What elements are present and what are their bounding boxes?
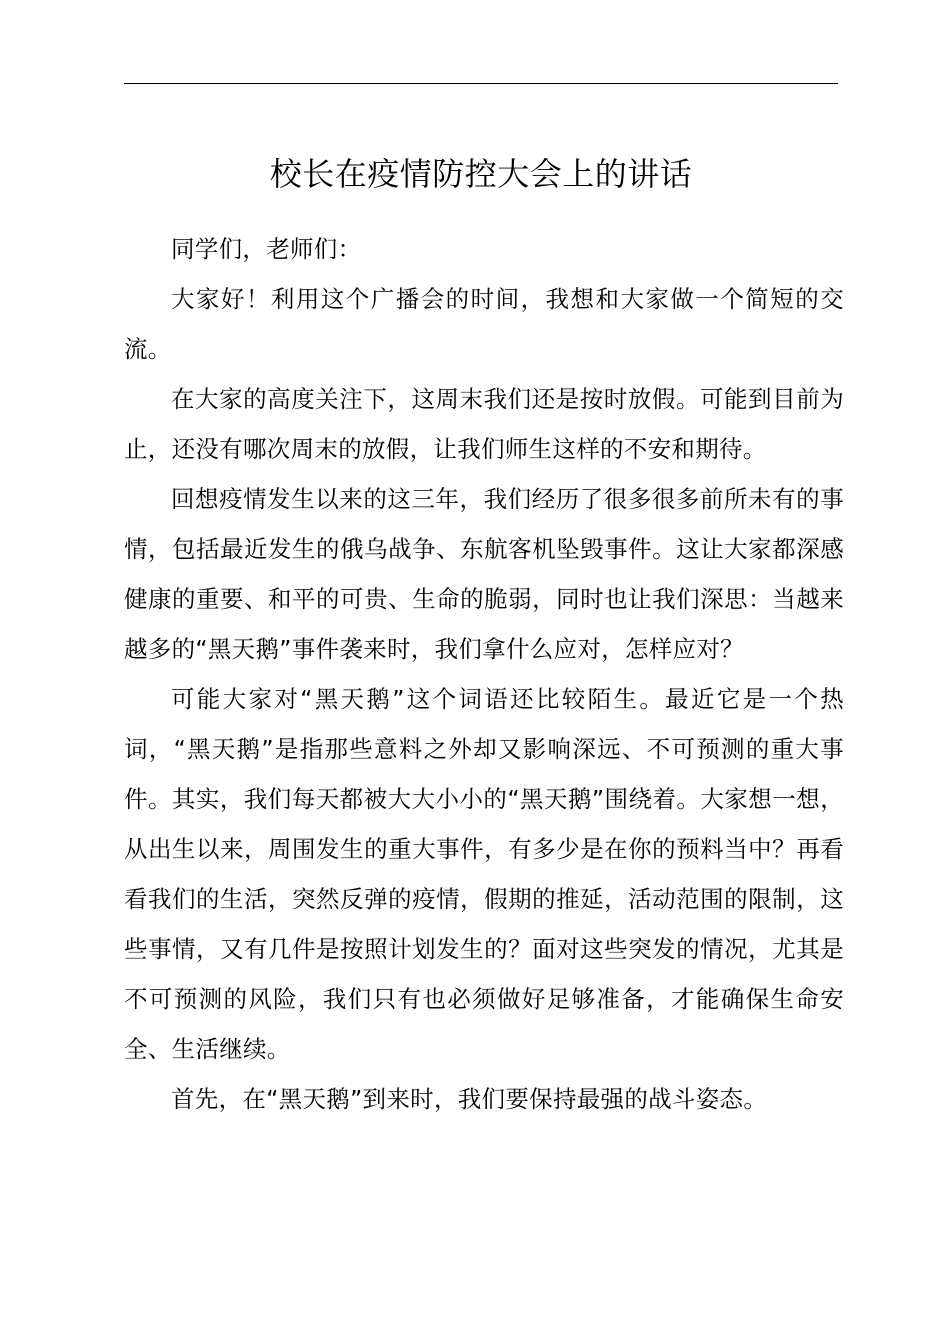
paragraph: 在大家的高度关注下，这周末我们还是按时放假。可能到目前为止，还没有哪次周末的放假，让我们师生这样的不安和期待。 <box>124 385 844 463</box>
document-title: 校长在疫情防控大会上的讲话 <box>269 155 693 193</box>
paragraph: 首先，在“黑天鹅”到来时，我们要保持最强的战斗姿态。 <box>171 1085 768 1113</box>
paragraph-greeting: 同学们，老师们： <box>171 235 362 263</box>
paragraph: 可能大家对“黑天鹅”这个词语还比较陌生。最近它是一个热词，“黑天鹅”是指那些意料之外却又影响深远、不可预测的重大事件。其实，我们每天都被大大小小的“黑天鹅”围绕着。大家想一想，从出生以来，周围发生的重大事件，有多少是在你的预料当中？再看看我们的生活，突然反弹的疫情，假期的推延，活动范围的限制，这些事情，又有几件是按照计划发生的？面对这些突发的情况，尤其是不可预测的风险，我们只有也必须做好足够准备，才能确保生命安全、生活继续。 <box>124 685 844 1063</box>
document-body <box>124 224 844 1124</box>
paragraph: 大家好！利用这个广播会的时间，我想和大家做一个简短的交流。 <box>124 285 844 363</box>
header-rule <box>124 83 838 84</box>
paragraph: 回想疫情发生以来的这三年，我们经历了很多很多前所未有的事情，包括最近发生的俄乌战争、东航客机坠毁事件。这让大家都深感健康的重要、和平的可贵、生命的脆弱，同时也让我们深思：当越来越多的“黑天鹅”事件袭来时，我们拿什么应对，怎样应对？ <box>124 485 844 663</box>
